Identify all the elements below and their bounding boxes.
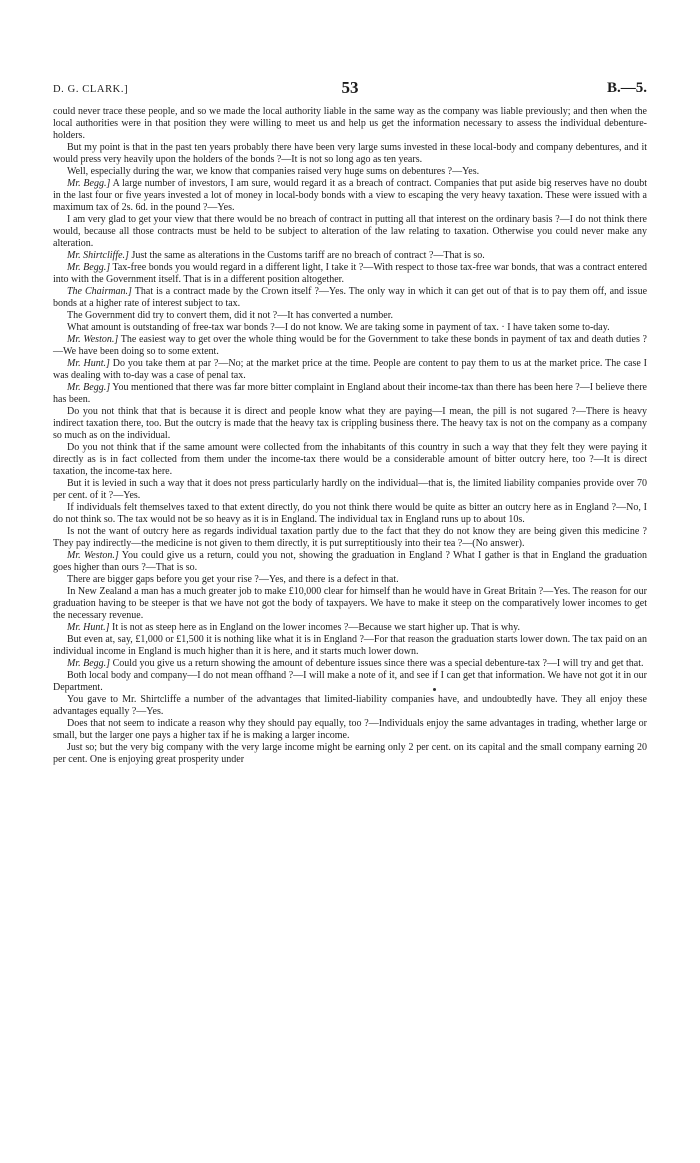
paragraph-text: In New Zealand a man has a much greater job to make £10,000 clear for himself than he would have in Great Britain ?—Yes. The reason for our graduation having to be steeper is that we have not got the body of taxpayers. We have to make it steep on the comparatively lower incomes to get the necessary revenue. xyxy=(53,586,647,621)
paragraph-text: A large number of investors, I am sure, would regard it as a breach of contract. Companies that put aside big reserves have no doubt in the last four or five years invested a lot of money in local-body bonds with a view to escaping the very heavy taxation. These were issued with a maximum tax of 2s. 6d. in the pound ?—Yes. xyxy=(53,178,647,213)
transcript-paragraph xyxy=(53,406,647,442)
transcript-paragraph xyxy=(53,634,647,658)
transcript-body xyxy=(53,106,647,766)
paragraph-text: Tax-free bonds you would regard in a different light, I take it ?—With respect to those tax-free war bonds, that was a contract entered into with the Government itself. That is in a different position altogether. xyxy=(53,262,647,285)
header-witness-name: D. G. CLARK.] xyxy=(53,84,129,95)
speaker-label: Mr. Weston.] xyxy=(67,334,119,345)
paragraph-text: You gave to Mr. Shirtcliffe a number of the advantages that limited-liability companies have, and undoubtedly have. They all enjoy these advantages equally ?—Yes. xyxy=(53,694,647,717)
transcript-paragraph xyxy=(53,694,647,718)
paragraph-text: I am very glad to get your view that there would be no breach of contract in putting all that interest on the ordinary basis ?—I do not think there would, because all those contracts must be held to be subject to alteration of the law relating to taxation. Otherwise you could never make any alteration. xyxy=(53,214,647,249)
paragraph-text: But it is levied in such a way that it does not press particularly hardly on the individual—that is, the limited liability companies provide over 70 per cent. of it ?—Yes. xyxy=(53,478,647,501)
paragraph-text: Could you give us a return showing the amount of debenture issues since there was a special debenture-tax ?—I will try and get that. xyxy=(110,658,644,669)
transcript-paragraph xyxy=(53,526,647,550)
transcript-paragraph xyxy=(53,286,647,310)
paragraph-text: The Government did try to convert them, did it not ?—It has converted a number. xyxy=(67,310,394,321)
transcript-paragraph xyxy=(53,106,647,142)
paragraph-text: There are bigger gaps before you get your rise ?—Yes, and there is a defect in that. xyxy=(67,574,399,585)
transcript-paragraph xyxy=(53,322,647,334)
speaker-label: Mr. Hunt.] xyxy=(67,358,110,369)
transcript-paragraph xyxy=(53,382,647,406)
transcript-paragraph xyxy=(53,742,647,766)
speaker-label: Mr. Begg.] xyxy=(67,658,111,669)
transcript-paragraph xyxy=(53,178,647,214)
transcript-paragraph xyxy=(53,442,647,478)
transcript-paragraph xyxy=(53,718,647,742)
paragraph-text: Both local body and company—I do not mean offhand ?—I will make a note of it, and see if I can get that information. We have not got it in our Department. xyxy=(53,670,647,693)
paragraph-text: could never trace these people, and so we made the local authority liable in the same way as the company was liable previously; and then when the local authorities were in that position they were willing to meet us and help us get the information necessary to assess the individual debenture-holders. xyxy=(53,106,647,141)
speaker-label: Mr. Shirtcliffe.] xyxy=(67,250,129,261)
transcript-paragraph xyxy=(53,670,647,694)
paragraph-text: Well, especially during the war, we know that companies raised very huge sums on debentures ?—Yes. xyxy=(67,166,480,177)
paragraph-text: But my point is that in the past ten years probably there have been very large sums invested in these local-body and company debentures, and it would press very heavily upon the holders of the bonds ?—It is not so long ago as ten years. xyxy=(53,142,647,165)
paragraph-text: Does that not seem to indicate a reason why they should pay equally, too ?—Individuals enjoy the same advantages in trading, whether large or small, but the larger one pays a higher tax if he is making a larger income. xyxy=(53,718,647,741)
paragraph-text: You mentioned that there was far more bitter complaint in England about their income-tax than there has been here ?—I believe there has been. xyxy=(53,382,647,405)
transcript-paragraph xyxy=(53,478,647,502)
transcript-paragraph xyxy=(53,586,647,622)
transcript-paragraph xyxy=(53,502,647,526)
paragraph-text: Just so; but the very big company with the very large income might be earning only 2 per cent. on its capital and the small company earning 20 per cent. One is enjoying great prosperity under xyxy=(53,742,647,765)
transcript-paragraph xyxy=(53,142,647,166)
paragraph-text: But even at, say, £1,000 or £1,500 it is nothing like what it is in England ?—For that reason the graduation starts lower down. The tax paid on an individual income in England is much higher than it is here, and it starts much lower down. xyxy=(53,634,647,657)
speaker-label: Mr. Begg.] xyxy=(67,178,111,189)
transcript-paragraph xyxy=(53,550,647,574)
paragraph-text: The easiest way to get over the whole thing would be for the Government to take these bonds in payment of tax and death duties ?—We have been doing so to some extent. xyxy=(53,334,647,357)
paragraph-text: Is not the want of outcry here as regards individual taxation partly due to the fact that they do not know they are being given this medicine ? They pay indirectly—the medicine is not given to them directly, it is put surreptitiously into their tea ?—(No answer). xyxy=(53,526,647,549)
speaker-label: Mr. Hunt.] xyxy=(67,622,110,633)
transcript-paragraph xyxy=(53,250,647,262)
document-reference: B.—5. xyxy=(606,80,647,96)
speaker-label: Mr. Begg.] xyxy=(67,262,111,273)
paragraph-text: Do you not think that that is because it is direct and people know what they are paying—I mean, the pill is not sugared ?—There is heavy indirect taxation there, too. But the outcry is made that the heavy tax is crippling business there. The heavy tax is not on the company as a company so much as on the individual. xyxy=(53,406,647,441)
paragraph-text: It is not as steep here as in England on the lower incomes ?—Because we start higher up. That is why. xyxy=(109,622,520,633)
paragraph-text: If individuals felt themselves taxed to that extent directly, do you not think there would be quite as bitter an outcry here as in England ?—No, I do not think so. The tax would not be so heavy as it is in England. The individual tax in England runs up to about 10s. xyxy=(53,502,647,525)
page-number: 53 xyxy=(341,78,359,97)
transcript-paragraph xyxy=(53,166,647,178)
speaker-label: The Chairman.] xyxy=(67,286,132,297)
transcript-paragraph xyxy=(53,574,647,586)
paragraph-text: What amount is outstanding of free-tax war bonds ?—I do not know. We are taking some in payment of tax. · I have taken some to-day. xyxy=(67,322,610,333)
transcript-paragraph xyxy=(53,334,647,358)
transcript-paragraph xyxy=(53,358,647,382)
paragraph-text: Just the same as alterations in the Customs tariff are no breach of contract ?—That is so. xyxy=(128,250,485,261)
transcript-paragraph xyxy=(53,310,647,322)
page-header xyxy=(53,78,647,102)
speaker-label: Mr. Begg.] xyxy=(67,382,111,393)
transcript-paragraph xyxy=(53,214,647,250)
paragraph-text: Do you not think that if the same amount were collected from the inhabitants of this country in such a way that they felt they were paying it directly as is in fact collected from them under the income-tax there would be a considerable amount of bitter outcry here, too ?—It is direct taxation, the income-tax here. xyxy=(53,442,647,477)
paragraph-text: You could give us a return, could you not, showing the graduation in England ? What I gather is that in England the graduation goes higher than ours ?—That is so. xyxy=(53,550,647,573)
paragraph-text: That is a contract made by the Crown itself ?—Yes. The only way in which it can get out of that is to pay them off, and issue bonds at a higher rate of interest subject to tax. xyxy=(53,286,648,309)
stray-mark xyxy=(433,688,436,691)
speaker-label: Mr. Weston.] xyxy=(67,550,119,561)
paragraph-text: Do you take them at par ?—No; at the market price at the time. People are content to pay them to us at the market price. The case I was dealing with to-day was a case of penal tax. xyxy=(53,358,647,381)
transcript-paragraph xyxy=(53,262,647,286)
transcript-paragraph xyxy=(53,658,647,670)
transcript-paragraph xyxy=(53,622,647,634)
